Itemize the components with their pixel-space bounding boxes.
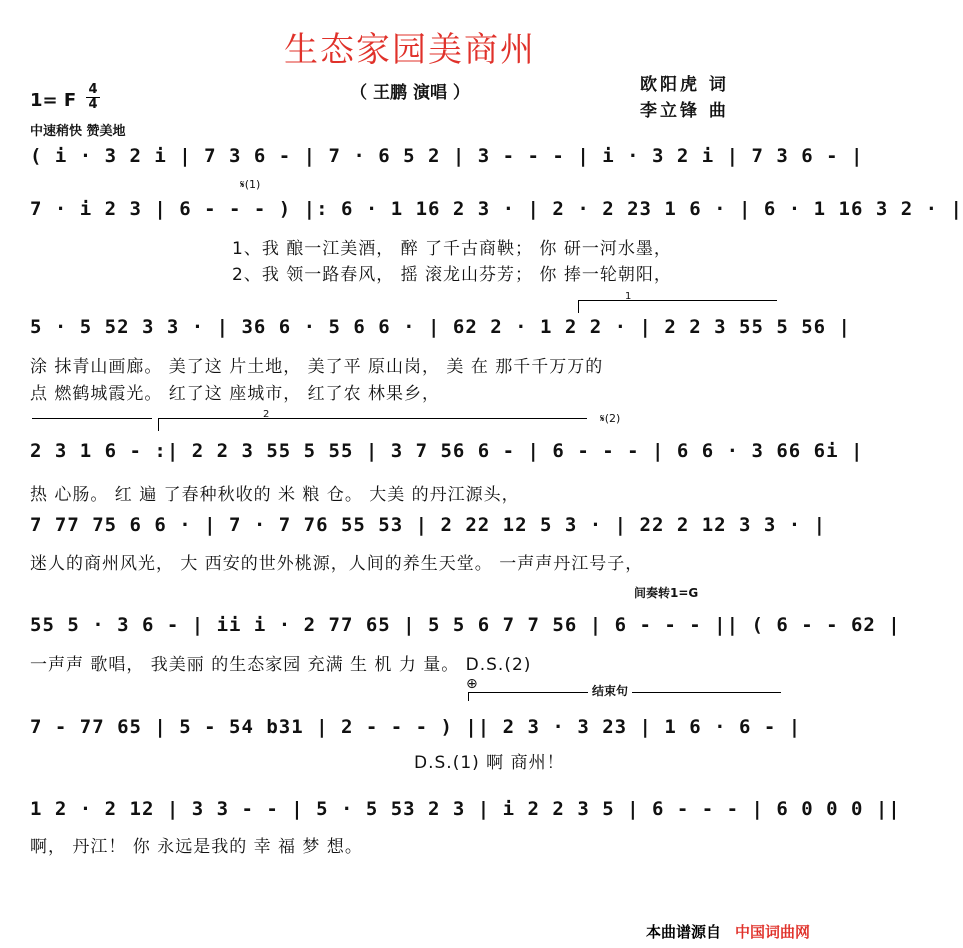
footer — [646, 921, 810, 942]
segno-2: 𝄋(2) — [600, 412, 621, 425]
lyric-row-2b: 2、我 领一路春风， 摇 滚龙山芬芳； 你 捧一轮朝阳， — [232, 265, 672, 285]
tempo-marking: 中速稍快 赞美地 — [30, 124, 126, 139]
lyric-row-8: 啊， 丹江！ 你 永远是我的 幸 福 梦 想。 — [30, 837, 363, 857]
lyric-row-6: 一声声 歌唱， 我美丽 的生态家园 充满 生 机 力 量。 D.S.(2) — [30, 655, 532, 675]
lyric-row-4: 热 心肠。 红 遍 了春种秋收的 米 粮 仓。 大美 的丹江源头， — [30, 485, 520, 505]
time-signature — [86, 84, 100, 111]
lyric-row-7: D.S.(1) 啊 商州！ — [414, 753, 565, 773]
lyric-row-2a: 1、我 酿一江美酒， 醉 了千古商鞅； 你 研一河水墨， — [232, 239, 672, 259]
volta-1-label: 1 — [625, 291, 632, 302]
lyric-row-3b: 点 燃鹤城霞光。 红了这 座城市， 红了农 林果乡， — [30, 384, 441, 404]
score-row-1: ( i · 3 2 i | 7 3 6 - | 7 · 6 5 2 | 3 - - - | i · 3 2 i | 7 3 6 - | — [30, 145, 864, 167]
singer-credit: （ 王鹏 演唱 ） — [350, 83, 470, 103]
score-row-3: 5 · 5 52 3 3 · | 36 6 · 5 6 6 · | 62 2 · 1 2 2 · | 2 2 3 55 5 56 | — [30, 316, 851, 338]
lyric-row-3a: 涂 抹青山画廊。 美了这 片土地， 美了平 原山岗， 美 在 那千千万万的 — [30, 357, 604, 377]
footer-site[interactable]: 中国词曲网 — [734, 923, 810, 941]
meter-bottom: 4 — [88, 97, 98, 112]
coda-icon: ⊕ — [466, 676, 478, 692]
score-row-6: 55 5 · 3 6 - | ii i · 2 77 65 | 5 5 6 7 7 56 | 6 - - - || ( 6 - - 62 | — [30, 614, 901, 636]
score-row-4: 2 3 1 6 - :| 2 2 3 55 5 55 | 3 7 56 6 - | 6 - - - | 6 6 · 3 66 6i | — [30, 440, 864, 462]
composer-credit: 李立锋 曲 — [640, 101, 729, 121]
score-row-7: 7 - 77 65 | 5 - 54 b31 | 2 - - - ) || 2 3 · 3 23 | 1 6 · 6 - | — [30, 716, 802, 738]
score-row-2: 7 · i 2 3 | 6 - - - ) |: 6 · 1 16 2 3 · | 2 · 2 23 1 6 · | 6 · 1 16 3 2 · | — [30, 198, 963, 220]
footer-source: 本曲谱源自 — [645, 923, 721, 941]
score-row-5: 7 77 75 6 6 · | 7 · 7 76 55 53 | 2 22 12 5 3 · | 22 2 12 3 3 · | — [30, 514, 827, 536]
volta-1-bracket — [578, 291, 777, 313]
volta-1-continuation — [32, 418, 152, 431]
key-signature: 1= F — [30, 90, 77, 111]
lyricist-credit: 欧阳虎 词 — [640, 75, 729, 95]
song-title: 生态家园美商州 — [284, 30, 536, 70]
score-row-8: 1 2 · 2 12 | 3 3 - - | 5 · 5 53 2 3 | i 2 2 3 5 | 6 - - - | 6 0 0 0 || — [30, 798, 901, 820]
volta-2-bracket — [158, 409, 587, 431]
segno-1: 𝄋(1) — [240, 178, 261, 191]
volta-2-label: 2 — [263, 409, 270, 420]
ending-label: 结束句 — [588, 682, 632, 699]
lyric-row-5: 迷人的商州风光， 大 西安的世外桃源，人间的养生天堂。 一声声丹江号子， — [30, 554, 644, 574]
interlude-marking: 间奏转1=G — [634, 586, 699, 600]
meter-top: 4 — [88, 82, 98, 97]
